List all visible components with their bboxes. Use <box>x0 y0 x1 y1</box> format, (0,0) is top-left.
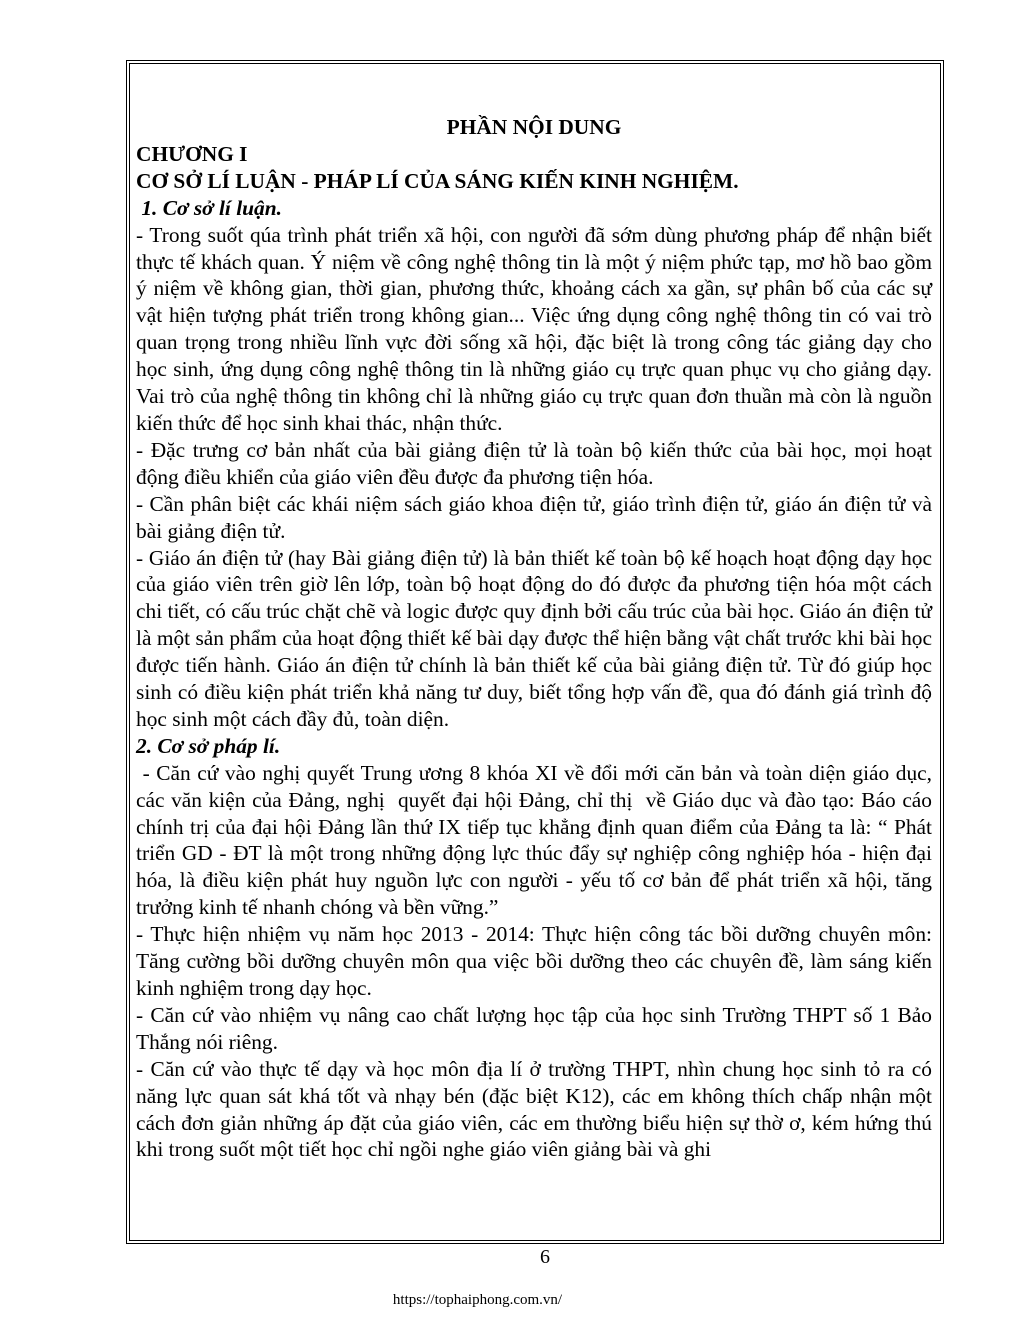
document-body <box>136 114 938 1163</box>
footer-url[interactable]: https://tophaiphong.com.vn/ <box>392 1292 563 1308</box>
chapter-label: CHƯƠNG I <box>136 141 248 166</box>
paragraph: - Cần phân biệt các khái niệm sách giáo khoa điện tử, giáo trình điện tử, giáo án điện tử và bài giảng điện tử. <box>136 491 932 543</box>
paragraph: - Căn cứ vào thực tế dạy và học môn địa lí ở trường THPT, nhìn chung học sinh tỏ ra có năng lực quan sát khá tốt và nhạy bén (đặc biệt K12), các em không thích chấp nhận một cách đơn giản những áp đặt của giáo viên, các em thường biểu hiện sự thờ ơ, kém hứng thú khi trong suốt một tiết học chỉ ngồi nghe giáo viên giảng bài và ghi <box>136 1056 932 1162</box>
section-2-title: 2. Cơ sở pháp lí. <box>136 733 281 758</box>
chapter-title: CƠ SỞ LÍ LUẬN - PHÁP LÍ CỦA SÁNG KIẾN KINH NGHIỆM. <box>136 168 739 193</box>
paragraph: - Giáo án điện tử (hay Bài giảng điện tử) là bản thiết kế toàn bộ kế hoạch hoạt động dạy học của giáo viên trên giờ lên lớp, toàn bộ hoạt động do đó được đa phương tiện hóa một cách chi tiết, có cấu trúc chặt chẽ và logic được quy định bởi cấu trúc của bài học. Giáo án điện tử là một sản phẩm của hoạt động thiết kế bài dạy được thể hiện bằng vật chất trước khi bài học được tiến hành. Giáo án điện tử chính là bản thiết kế của bài giảng điện tử. Từ đó giúp học sinh có điều kiện phát triển khả năng tư duy, biết tổng hợp vấn đề, qua đó đánh giá trình độ học sinh một cách đầy đủ, toàn diện. <box>136 545 932 731</box>
section-1-title: 1. Cơ sở lí luận. <box>136 195 282 220</box>
page-number: 6 <box>540 1246 550 1268</box>
paragraph: - Đặc trưng cơ bản nhất của bài giảng điện tử là toàn bộ kiến thức của bài học, mọi hoạt động điều khiển của giáo viên đều được đa phương tiện hóa. <box>136 437 932 489</box>
paragraph: - Căn cứ vào nhiệm vụ nâng cao chất lượng học tập của học sinh Trường THPT số 1 Bảo Thắng nói riêng. <box>136 1002 932 1054</box>
part-title: PHẦN NỘI DUNG <box>446 115 622 139</box>
paragraph: - Trong suốt qúa trình phát triển xã hội, con người đã sớm dùng phương pháp để nhận biết thực tế khách quan. Ý niệm về công nghệ thông tin là một ý niệm phức tạp, mơ hồ bao gồm ý niệm về không gian, thời gian, phương thức, khoảng cách xa gần, sự phân bố của các sự vật hiện tượng phát triển trong không gian... Việc ứng dụng công nghệ thông tin có vai trò quan trọng trong nhiều lĩnh vực đời sống xã hội, đặc biệt là trong công tác giảng dạy cho học sinh, ứng dụng công nghệ thông tin là những giáo cụ trực quan phục vụ cho giảng dạy. Vai trò của nghệ thông tin không chỉ là những giáo cụ trực quan đơn thuần mà còn là nguồn kiến thức để học sinh khai thác, nhận thức. <box>136 222 932 435</box>
paragraph: - Căn cứ vào nghị quyết Trung ương 8 khóa XI về đổi mới căn bản và toàn diện giáo dục, các văn kiện của Đảng, nghị quyết đại hội Đảng, chỉ thị về Giáo dục và đào tạo: Báo cáo chính trị của đại hội Đảng lần thứ IX tiếp tục khẳng định quan điểm của Đảng ta là: “ Phát triển GD - ĐT là một trong những động lực thúc đẩy sự nghiệp công nghiệp hóa - hiện đại hóa, là điều kiện phát huy nguồn lực con người - yếu tố cơ bản để phát triển xã hội, tăng trưởng kinh tế nhanh chóng và bền vững.” <box>136 760 938 920</box>
paragraph: - Thực hiện nhiệm vụ năm học 2013 - 2014: Thực hiện công tác bồi dưỡng chuyên môn: Tăng cường bồi dưỡng chuyên môn qua việc bồi dưỡng theo các chuyên đề, làm sáng kiến kinh nghiệm trong dạy học. <box>136 922 932 1000</box>
